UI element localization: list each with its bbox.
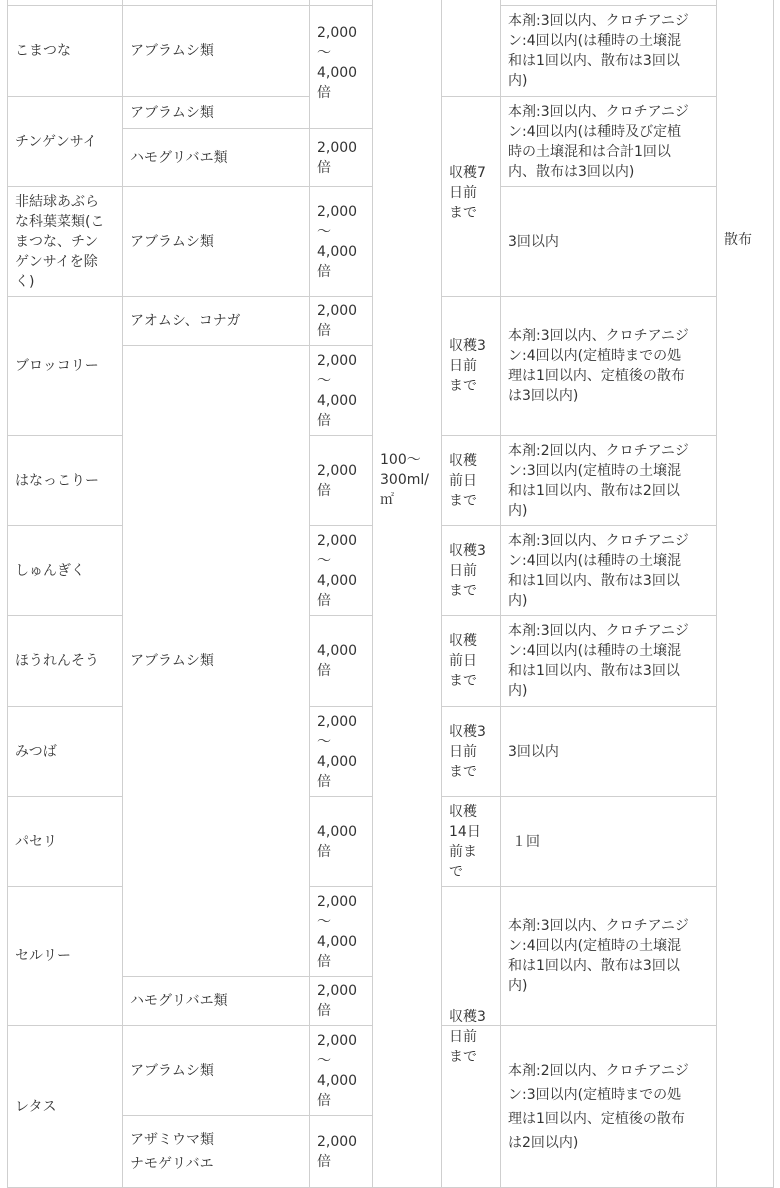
pest-cell: アオムシ、コナガ bbox=[130, 313, 241, 329]
pest-cell: アブラムシ類 bbox=[130, 104, 214, 121]
dilution-cell: 2,000 倍 bbox=[317, 462, 358, 499]
notes-cell: 本剤:2回以内、クロチアニジ ン:3回以内(定植時の土壌混 和は1回以内、散布は2回以 内) bbox=[508, 442, 689, 519]
pest-cell: ハモグリバエ類 bbox=[130, 993, 228, 1009]
pest-cell-merged: アブラムシ類 bbox=[130, 653, 214, 669]
dilution-cell: 2,000 倍 bbox=[317, 303, 358, 339]
dilution-cell: 2,000 倍 bbox=[317, 1133, 358, 1170]
notes-cell: 本剤:3回以内、クロチアニジ ン:4回以内(定植時の土壌混 和は1回以内、散布は3回以 内) bbox=[508, 918, 689, 994]
crop-cell-hanakkori: はなっこりー bbox=[15, 472, 99, 489]
dilution-cell: 2,000 倍 bbox=[317, 139, 358, 176]
pest-cell: ハモグリバエ類 bbox=[130, 149, 228, 166]
grid-line bbox=[773, 0, 774, 1188]
notes-cell: 3回以内 bbox=[508, 743, 559, 760]
timing-cell: 収穫 前日 まで bbox=[449, 452, 477, 509]
dilution-cell: 2,000 〜 4,000 倍 bbox=[317, 25, 358, 101]
pest-cell: アザミウマ類 ナモゲリバエ bbox=[130, 1131, 214, 1172]
pest-cell: アブラムシ類 bbox=[130, 43, 214, 59]
dilution-cell: 2,000 〜 4,000 倍 bbox=[317, 1032, 358, 1109]
notes-cell: 本剤:3回以内、クロチアニジ ン:4回以内(定植時までの処 理は1回以内、定植後の散布 は3回以内) bbox=[508, 328, 689, 404]
dilution-cell: 4,000 倍 bbox=[317, 823, 358, 860]
timing-cell: 収穫 14日 前ま で bbox=[449, 803, 481, 880]
dilution-cell: 2,000 〜 4,000 倍 bbox=[317, 893, 358, 970]
crop-cell-celery: セルリー bbox=[15, 948, 71, 964]
dilution-cell: 2,000 〜 4,000 倍 bbox=[317, 352, 358, 429]
pest-cell: アブラムシ類 bbox=[130, 233, 214, 250]
notes-cell: 本剤:3回以内、クロチアニジ ン:4回以内(は種時及び定植 時の土壌混和は合計1回以 内、散布は3回以内) bbox=[508, 103, 689, 180]
crop-cell-chingensai: チンゲンサイ bbox=[15, 133, 97, 150]
dilution-cell: 2,000 〜 4,000 倍 bbox=[317, 532, 358, 609]
crop-cell-komatsuna: こまつな bbox=[15, 43, 71, 59]
method-cell: 散布 bbox=[724, 232, 752, 248]
notes-cell: １回 bbox=[512, 833, 540, 850]
timing-cell: 収穫3 日前 まで bbox=[449, 723, 486, 780]
timing-cell: 収穫7 日前 まで bbox=[449, 165, 486, 221]
crop-cell-spinach: ほうれんそう bbox=[15, 653, 99, 669]
notes-cell: 本剤:3回以内、クロチアニジ ン:4回以内(は種時の土壌混 和は1回以内、散布は3回以 内) bbox=[508, 532, 689, 609]
notes-cell: 本剤:2回以内、クロチアニジ ン:3回以内(定植時までの処 理は1回以内、定植後の散布 は2回以内) bbox=[508, 1062, 689, 1151]
timing-cell: 収穫3 日前 まで bbox=[449, 338, 486, 394]
notes-cell: 本剤:3回以内、クロチアニジ ン:4回以内(は種時の土壌混 和は1回以内、散布は3回以 内) bbox=[508, 623, 689, 699]
crop-cell-nonheading-brassica: 非結球あぶら な科葉菜類(こ まつな、チン ゲンサイを除 く) bbox=[15, 193, 105, 290]
crop-cell-mitsuba: みつば bbox=[15, 743, 57, 760]
crop-cell-shungiku: しゅんぎく bbox=[15, 562, 85, 579]
crop-cell-lettuce: レタス bbox=[15, 1098, 57, 1115]
pest-cell: アブラムシ類 bbox=[130, 1062, 214, 1079]
dilution-cell: 4,000 倍 bbox=[317, 643, 358, 679]
dilution-cell: 2,000 〜 4,000 倍 bbox=[317, 203, 358, 280]
timing-cell: 収穫 前日 まで bbox=[449, 633, 477, 689]
notes-cell: 3回以内 bbox=[508, 233, 559, 250]
crop-cell-broccoli: ブロッコリー bbox=[15, 358, 99, 374]
volume-cell: 100〜 300ml/ ㎡ bbox=[380, 452, 429, 508]
dilution-cell: 2,000 倍 bbox=[317, 983, 358, 1019]
dilution-cell: 2,000 〜 4,000 倍 bbox=[317, 713, 358, 790]
notes-cell: 本剤:3回以内、クロチアニジ ン:4回以内(は種時の土壌混 和は1回以内、散布は3回以 内) bbox=[508, 13, 689, 89]
timing-cell: 収穫3 日前 まで bbox=[449, 542, 486, 599]
crop-cell-parsley: パセリ bbox=[15, 833, 57, 850]
timing-cell: 収穫3 日前 まで bbox=[449, 1009, 486, 1065]
